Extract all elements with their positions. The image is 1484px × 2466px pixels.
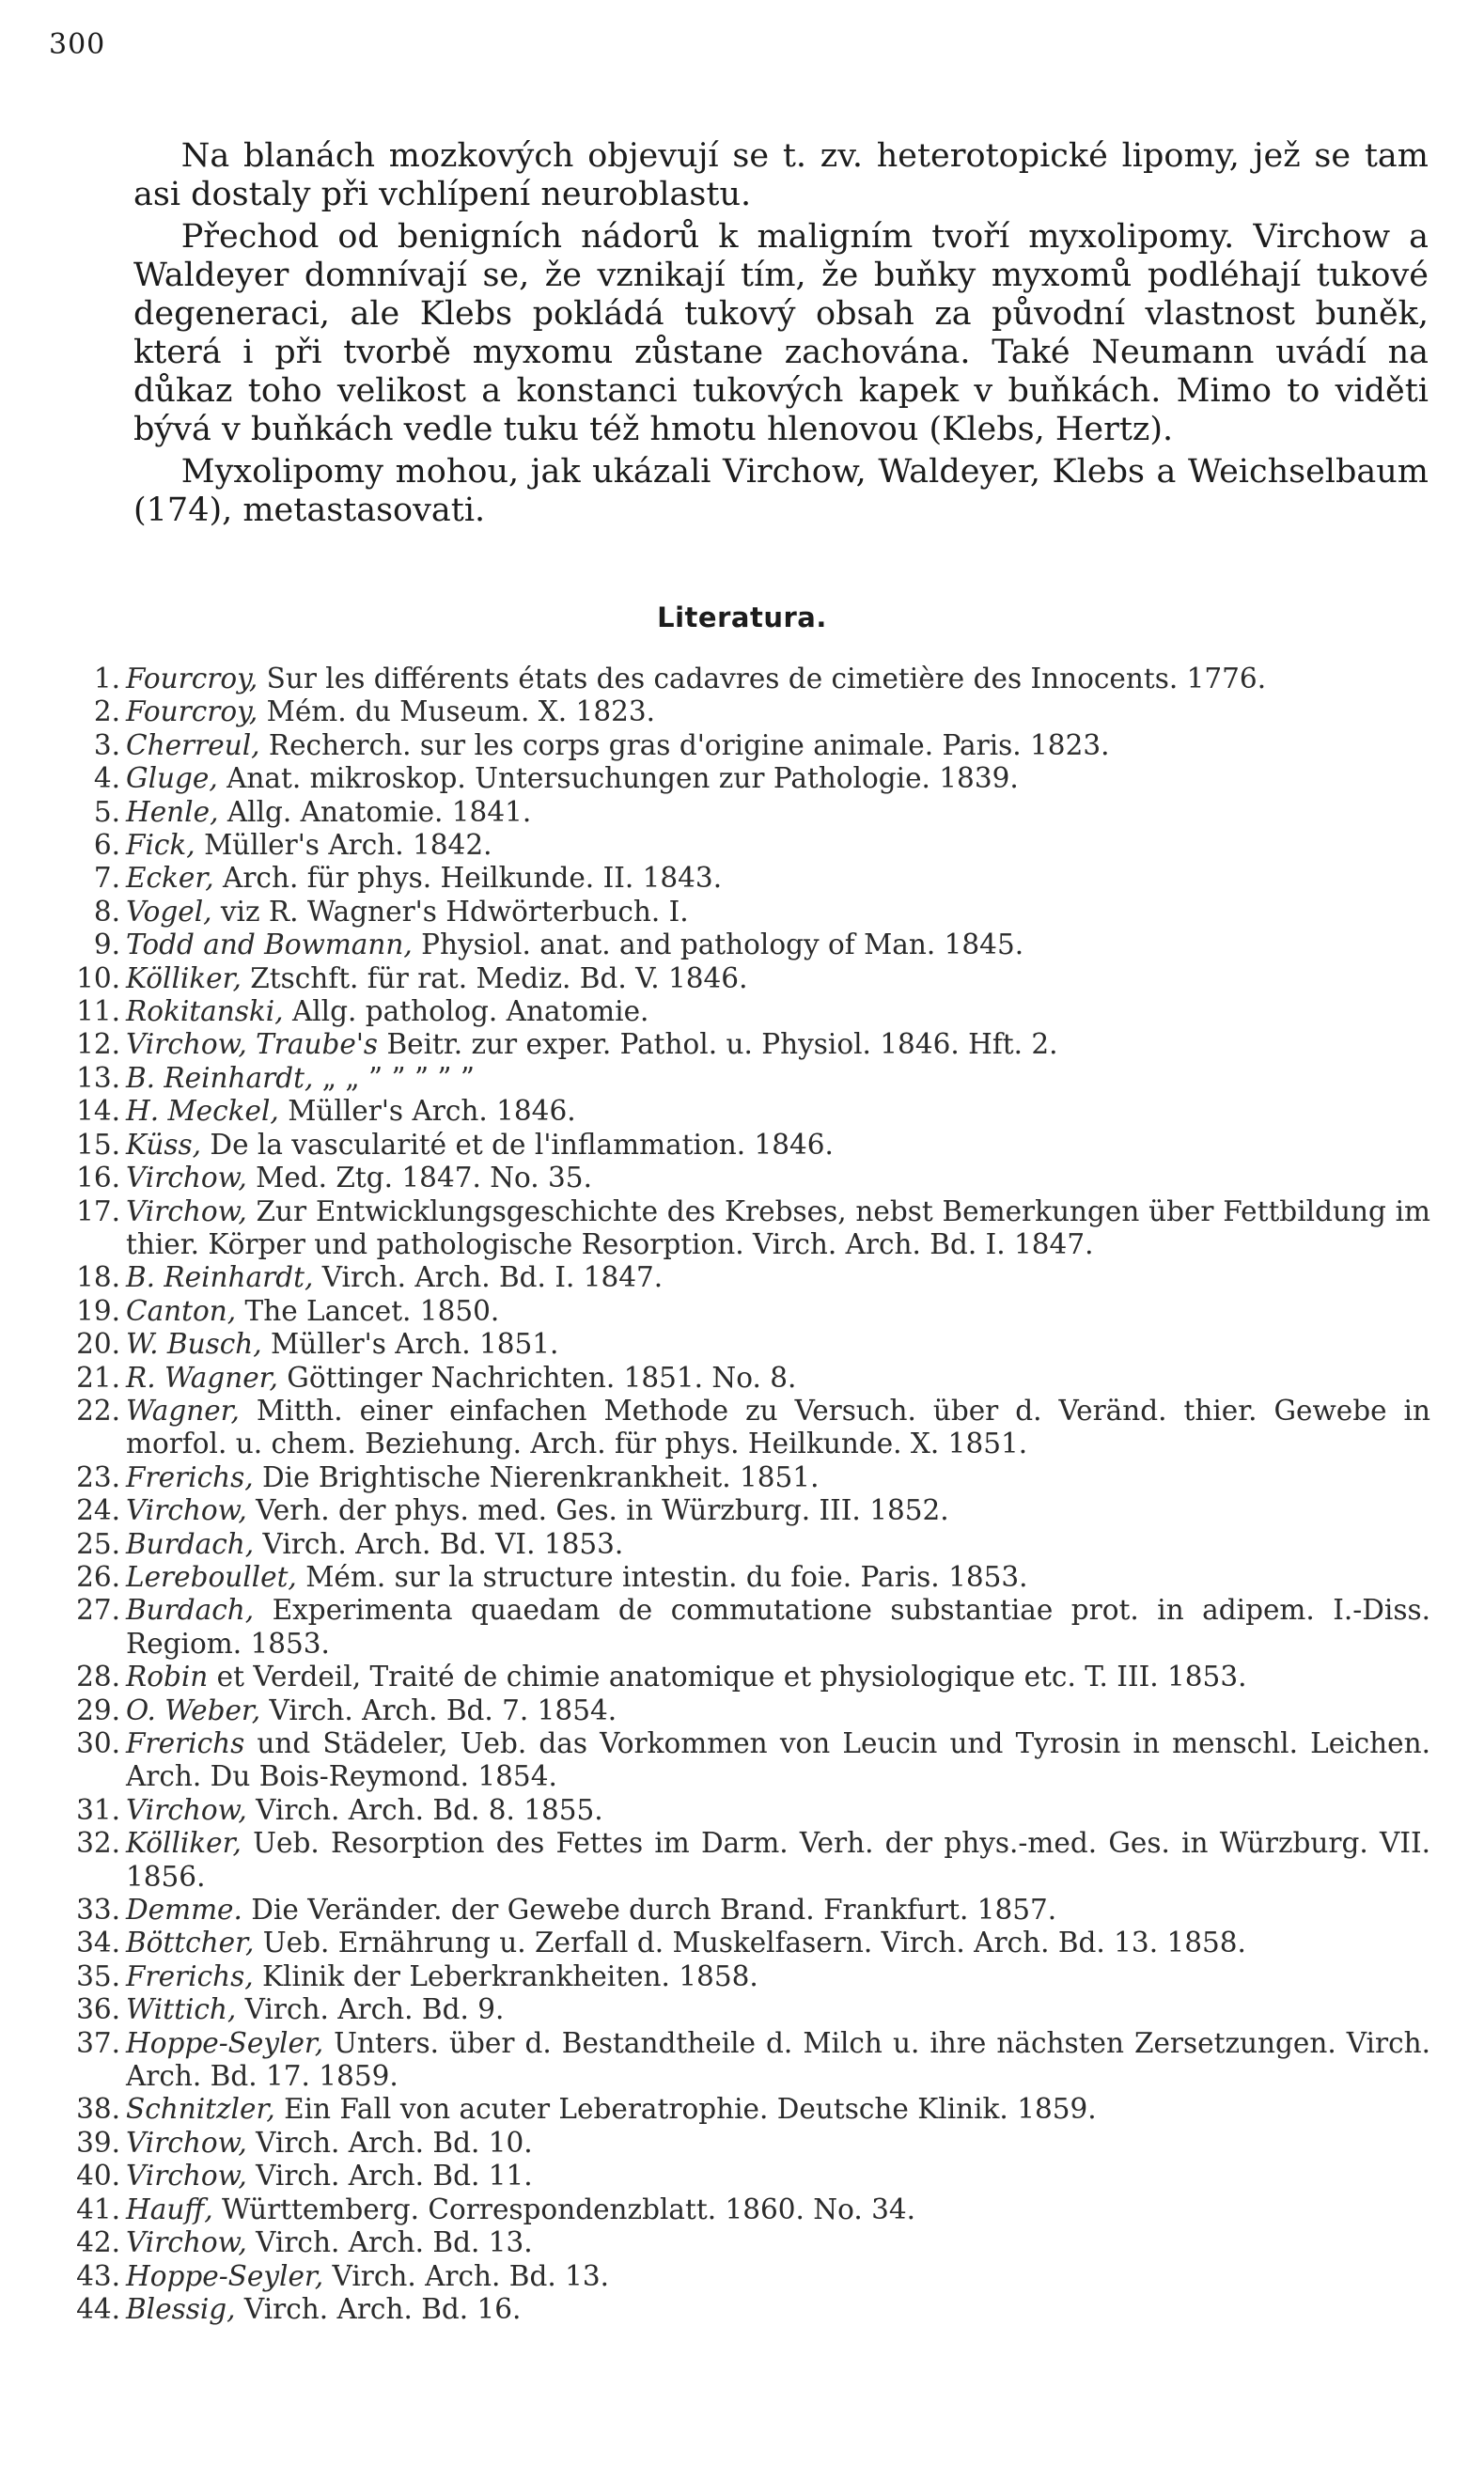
reference-text: Ein Fall von acuter Leberatrophie. Deutsche Klinik. 1859. (274, 2093, 1097, 2126)
reference-item (76, 2160, 1430, 2193)
reference-author: Frerichs, (126, 1460, 254, 1493)
reference-text: Arch. für phys. Heilkunde. II. 1843. (213, 862, 723, 895)
reference-item (90, 663, 1430, 695)
reference-item (76, 1894, 1430, 1927)
reference-text: Allg. Anatomie. 1841. (218, 795, 532, 828)
reference-number: 10. (76, 961, 120, 994)
reference-author: Virchow, (126, 1494, 247, 1527)
reference-item (76, 1727, 1430, 1794)
reference-item (76, 1494, 1430, 1527)
reference-author: Böttcher, (126, 1927, 255, 1959)
reference-text: und Städeler, Ueb. das Vorkommen von Leucin und Tyrosin in menschl. Leichen. Arch. Du Bois-Reymond. 1854. (126, 1727, 1430, 1793)
reference-text: Physiol. anat. and pathology of Man. 1845. (412, 929, 1024, 961)
reference-number: 30. (76, 1727, 120, 1759)
reference-number: 2. (93, 695, 120, 728)
reference-number: 28. (76, 1661, 120, 1693)
reference-number: 25. (76, 1527, 120, 1560)
reference-item (90, 862, 1430, 895)
reference-item (90, 695, 1430, 728)
reference-author: Henle, (126, 795, 219, 828)
reference-text: Müller's Arch. 1842. (195, 829, 492, 862)
reference-item (76, 1194, 1430, 1262)
reference-text: Virch. Arch. Bd. VI. 1853. (254, 1527, 624, 1560)
reference-item (90, 896, 1430, 929)
reference-number: 27. (76, 1594, 120, 1627)
reference-text: Mém. sur la structure intestin. du foie. Paris. 1853. (296, 1560, 1028, 1593)
reference-text: Virch. Arch. Bd. 11. (246, 2160, 533, 2193)
reference-number: 19. (76, 1294, 120, 1327)
reference-text: Verh. der phys. med. Ges. in Würzburg. III. 1852. (246, 1494, 949, 1527)
reference-number: 39. (76, 2126, 120, 2159)
reference-item (90, 762, 1430, 795)
paragraph: Na blanách mozkových objevují se t. zv. heterotopické lipomy, jež se tam asi dostaly při vchlípení neuroblastu. (133, 137, 1429, 213)
reference-author: Hoppe-Seyler, (126, 2259, 324, 2292)
reference-item (76, 2193, 1430, 2226)
reference-author: Fourcroy, (126, 695, 258, 728)
literature-heading: Literatura. (657, 601, 827, 633)
reference-number: 24. (76, 1494, 120, 1527)
reference-author: Rokitanski, (126, 995, 284, 1028)
reference-author: B. Reinhardt, (126, 1261, 314, 1294)
reference-item (76, 1560, 1430, 1594)
reference-author: Virchow, (126, 2160, 247, 2193)
reference-author: Hauff, (126, 2193, 213, 2225)
reference-item (76, 2226, 1430, 2259)
reference-author: Robin (126, 1661, 209, 1693)
reference-item (76, 2093, 1430, 2126)
reference-number: 18. (76, 1261, 120, 1294)
reference-number: 38. (76, 2093, 120, 2126)
reference-author: Lereboullet, (126, 1560, 297, 1593)
reference-item (76, 2126, 1430, 2160)
reference-author: Blessig, (126, 2292, 236, 2325)
reference-text: Virch. Arch. Bd. 13. (246, 2226, 533, 2259)
reference-author: Frerichs, (126, 1959, 254, 1992)
reference-number: 17. (76, 1194, 120, 1227)
reference-author: W. Busch, (126, 1328, 262, 1361)
reference-text: Ztschft. für rat. Mediz. Bd. V. 1846. (241, 961, 748, 994)
reference-author: Küss, (126, 1128, 202, 1161)
reference-text: Mém. du Museum. X. 1823. (258, 695, 656, 728)
reference-item (90, 796, 1430, 829)
reference-text: Die Veränder. der Gewebe durch Brand. Frankfurt. 1857. (242, 1894, 1057, 1927)
reference-number: 41. (76, 2193, 120, 2225)
reference-author: H. Meckel, (126, 1095, 279, 1128)
reference-text: Beitr. zur exper. Pathol. u. Physiol. 1846. Hft. 2. (378, 1028, 1058, 1061)
reference-author: Fourcroy, (126, 663, 258, 695)
paragraph: Myxolipomy mohou, jak ukázali Virchow, Waldeyer, Klebs a Weichselbaum (174), metastasovati. (133, 453, 1429, 529)
reference-text: Virch. Arch. Bd. 9. (236, 1993, 505, 2026)
reference-author: Demme. (126, 1894, 242, 1927)
reference-item (76, 1793, 1430, 1827)
reference-number: 12. (76, 1028, 120, 1061)
reference-author: B. Reinhardt, (126, 1061, 314, 1094)
reference-number: 42. (76, 2226, 120, 2259)
reference-number: 32. (76, 1827, 120, 1860)
reference-item (76, 1394, 1430, 1461)
reference-item (76, 1827, 1430, 1894)
reference-text: Ueb. Resorption des Fettes im Darm. Verh. der phys.-med. Ges. in Würzburg. VII. 1856. (126, 1827, 1430, 1893)
reference-item (76, 2026, 1430, 2094)
reference-author: Virchow, (126, 2226, 247, 2259)
reference-author: Burdach, (126, 1527, 255, 1560)
reference-item (76, 1927, 1430, 1959)
reference-author: Wagner, (126, 1394, 240, 1427)
reference-author: Virchow, (126, 2126, 247, 2159)
reference-number: 1. (93, 663, 120, 695)
reference-text: Experimenta quaedam de commutatione substantiae prot. in adipem. I.-Diss. Regiom. 1853. (126, 1594, 1430, 1660)
reference-text: Göttinger Nachrichten. 1851. No. 8. (277, 1361, 797, 1394)
reference-item (76, 1061, 1430, 1095)
reference-text: Unters. über d. Bestandtheile d. Milch u. ihre nächsten Zersetzungen. Virch. Arch. Bd. 17. 1859. (126, 2026, 1430, 2093)
reference-number: 7. (93, 862, 120, 895)
reference-text: et Verdeil, Traité de chimie anatomique et physiologique etc. T. III. 1853. (208, 1661, 1247, 1693)
reference-item (76, 1028, 1430, 1061)
reference-item (76, 1128, 1430, 1162)
reference-item (76, 961, 1430, 995)
reference-text: Recherch. sur les corps gras d'origine animale. Paris. 1823. (259, 728, 1110, 761)
reference-text: Virch. Arch. Bd. 16. (235, 2292, 522, 2325)
reference-item (76, 1460, 1430, 1494)
reference-author: Kölliker, (126, 961, 242, 994)
reference-item (76, 2292, 1430, 2326)
reference-text: Müller's Arch. 1851. (261, 1328, 559, 1361)
reference-text: „ „ ” ” ” ” ” (313, 1061, 475, 1094)
reference-item (90, 729, 1430, 762)
reference-number: 16. (76, 1162, 120, 1194)
reference-number: 31. (76, 1793, 120, 1826)
reference-item (76, 1693, 1430, 1727)
reference-number: 3. (93, 728, 120, 761)
reference-item (76, 1261, 1430, 1294)
reference-item (76, 1661, 1430, 1693)
reference-text: viz R. Wagner's Hdwörterbuch. I. (211, 895, 689, 928)
reference-number: 9. (93, 929, 120, 961)
reference-author: Burdach, (126, 1594, 255, 1627)
reference-item (90, 929, 1430, 961)
reference-author: Gluge, (126, 762, 218, 795)
reference-author: Virchow, (126, 1793, 247, 1826)
body-text (133, 137, 1429, 530)
reference-text: Virch. Arch. Bd. 13. (323, 2259, 610, 2292)
reference-item (76, 1993, 1430, 2026)
reference-author: Wittich, (126, 1993, 237, 2026)
reference-text: Klinik der Leberkrankheiten. 1858. (253, 1959, 758, 1992)
reference-item (76, 1294, 1430, 1328)
reference-number: 14. (76, 1095, 120, 1128)
reference-number: 43. (76, 2259, 120, 2292)
reference-item (76, 1527, 1430, 1561)
reference-number: 44. (76, 2292, 120, 2325)
reference-text: Zur Entwicklungsgeschichte des Krebses, nebst Bemerkungen über Fettbildung im thier. Körper und pathologische Resorption. Virch. Arch. Bd. I. 1847. (126, 1194, 1430, 1260)
reference-text: Die Brightische Nierenkrankheit. 1851. (253, 1460, 820, 1493)
reference-number: 4. (93, 762, 120, 795)
reference-number: 40. (76, 2160, 120, 2193)
reference-author: Schnitzler, (126, 2093, 275, 2126)
reference-number: 37. (76, 2026, 120, 2059)
reference-author: Ecker, (126, 862, 214, 895)
reference-text: Virch. Arch. Bd. I. 1847. (313, 1261, 664, 1294)
reference-number: 15. (76, 1128, 120, 1161)
reference-author: Virchow, Traube's (126, 1028, 379, 1061)
reference-item (76, 1162, 1430, 1194)
reference-number: 23. (76, 1460, 120, 1493)
reference-author: Frerichs (126, 1727, 245, 1759)
reference-text: De la vascularité et de l'inflammation. 1846. (201, 1128, 834, 1161)
reference-item (76, 1361, 1430, 1395)
reference-text: Med. Ztg. 1847. No. 35. (246, 1162, 592, 1194)
reference-number: 6. (93, 829, 120, 862)
reference-text: The Lancet. 1850. (236, 1294, 500, 1327)
reference-item (76, 1095, 1430, 1128)
reference-number: 33. (76, 1894, 120, 1927)
reference-item (76, 2259, 1430, 2293)
reference-author: Virchow, (126, 1162, 247, 1194)
paragraph: Přechod od benigních nádorů k maligním tvoří myxolipomy. Virchow a Waldeyer domnívají se, že vznikají tím, že buňky myxomů podléhají tukové degeneraci, ale Klebs pokládá tukový obsah za původní vlastnost buněk, která i při tvorbě myxomu zůstane zachována. Také Neumann uvádí na důkaz toho velikost a konstanci tukových kapek v buňkách. Mimo to viděti bývá v buňkách vedle tuku též hmotu hlenovou (Klebs, Hertz). (133, 218, 1429, 448)
reference-text: Sur les différents états des cadavres de cimetière des Innocents. 1776. (258, 663, 1267, 695)
reference-item (76, 995, 1430, 1028)
reference-number: 34. (76, 1927, 120, 1959)
reference-number: 8. (93, 895, 120, 928)
reference-author: Canton, (126, 1294, 237, 1327)
reference-item (76, 1594, 1430, 1661)
reference-item (90, 829, 1430, 862)
reference-author: Kölliker, (126, 1827, 242, 1860)
reference-text: Ueb. Ernährung u. Zerfall d. Muskelfasern. Virch. Arch. Bd. 13. 1858. (254, 1927, 1246, 1959)
reference-author: Vogel, (126, 895, 212, 928)
reference-text: Virch. Arch. Bd. 8. 1855. (246, 1793, 603, 1826)
reference-author: Hoppe-Seyler, (126, 2026, 324, 2059)
reference-author: Virchow, (126, 1194, 247, 1227)
reference-number: 20. (76, 1328, 120, 1361)
reference-number: 22. (76, 1394, 120, 1427)
reference-text: Anat. mikroskop. Untersuchungen zur Pathologie. 1839. (217, 762, 1019, 795)
reference-number: 36. (76, 1993, 120, 2026)
reference-item (76, 1959, 1430, 1993)
reference-item (76, 1328, 1430, 1361)
reference-author: Todd and Bowmann, (126, 929, 413, 961)
reference-text: Virch. Arch. Bd. 10. (246, 2126, 533, 2159)
reference-text: Allg. patholog. Anatomie. (283, 995, 649, 1028)
reference-list (76, 663, 1430, 2326)
reference-number: 13. (76, 1061, 120, 1094)
reference-number: 26. (76, 1560, 120, 1593)
page-number: 300 (49, 28, 106, 61)
reference-text: Mitth. einer einfachen Methode zu Versuch. über d. Veränd. thier. Gewebe in morfol. u. chem. Beziehung. Arch. für phys. Heilkunde. X. 1851. (126, 1394, 1430, 1460)
reference-text: Müller's Arch. 1846. (278, 1095, 576, 1128)
reference-number: 11. (76, 995, 120, 1028)
reference-author: R. Wagner, (126, 1361, 278, 1394)
reference-author: Fick, (126, 829, 195, 862)
reference-author: Cherreul, (126, 728, 260, 761)
reference-number: 21. (76, 1361, 120, 1394)
reference-number: 35. (76, 1959, 120, 1992)
reference-author: O. Weber, (126, 1693, 261, 1726)
reference-text: Virch. Arch. Bd. 7. 1854. (260, 1693, 617, 1726)
reference-text: Württemberg. Correspondenzblatt. 1860. No. 34. (212, 2193, 916, 2225)
reference-number: 29. (76, 1693, 120, 1726)
reference-number: 5. (93, 795, 120, 828)
